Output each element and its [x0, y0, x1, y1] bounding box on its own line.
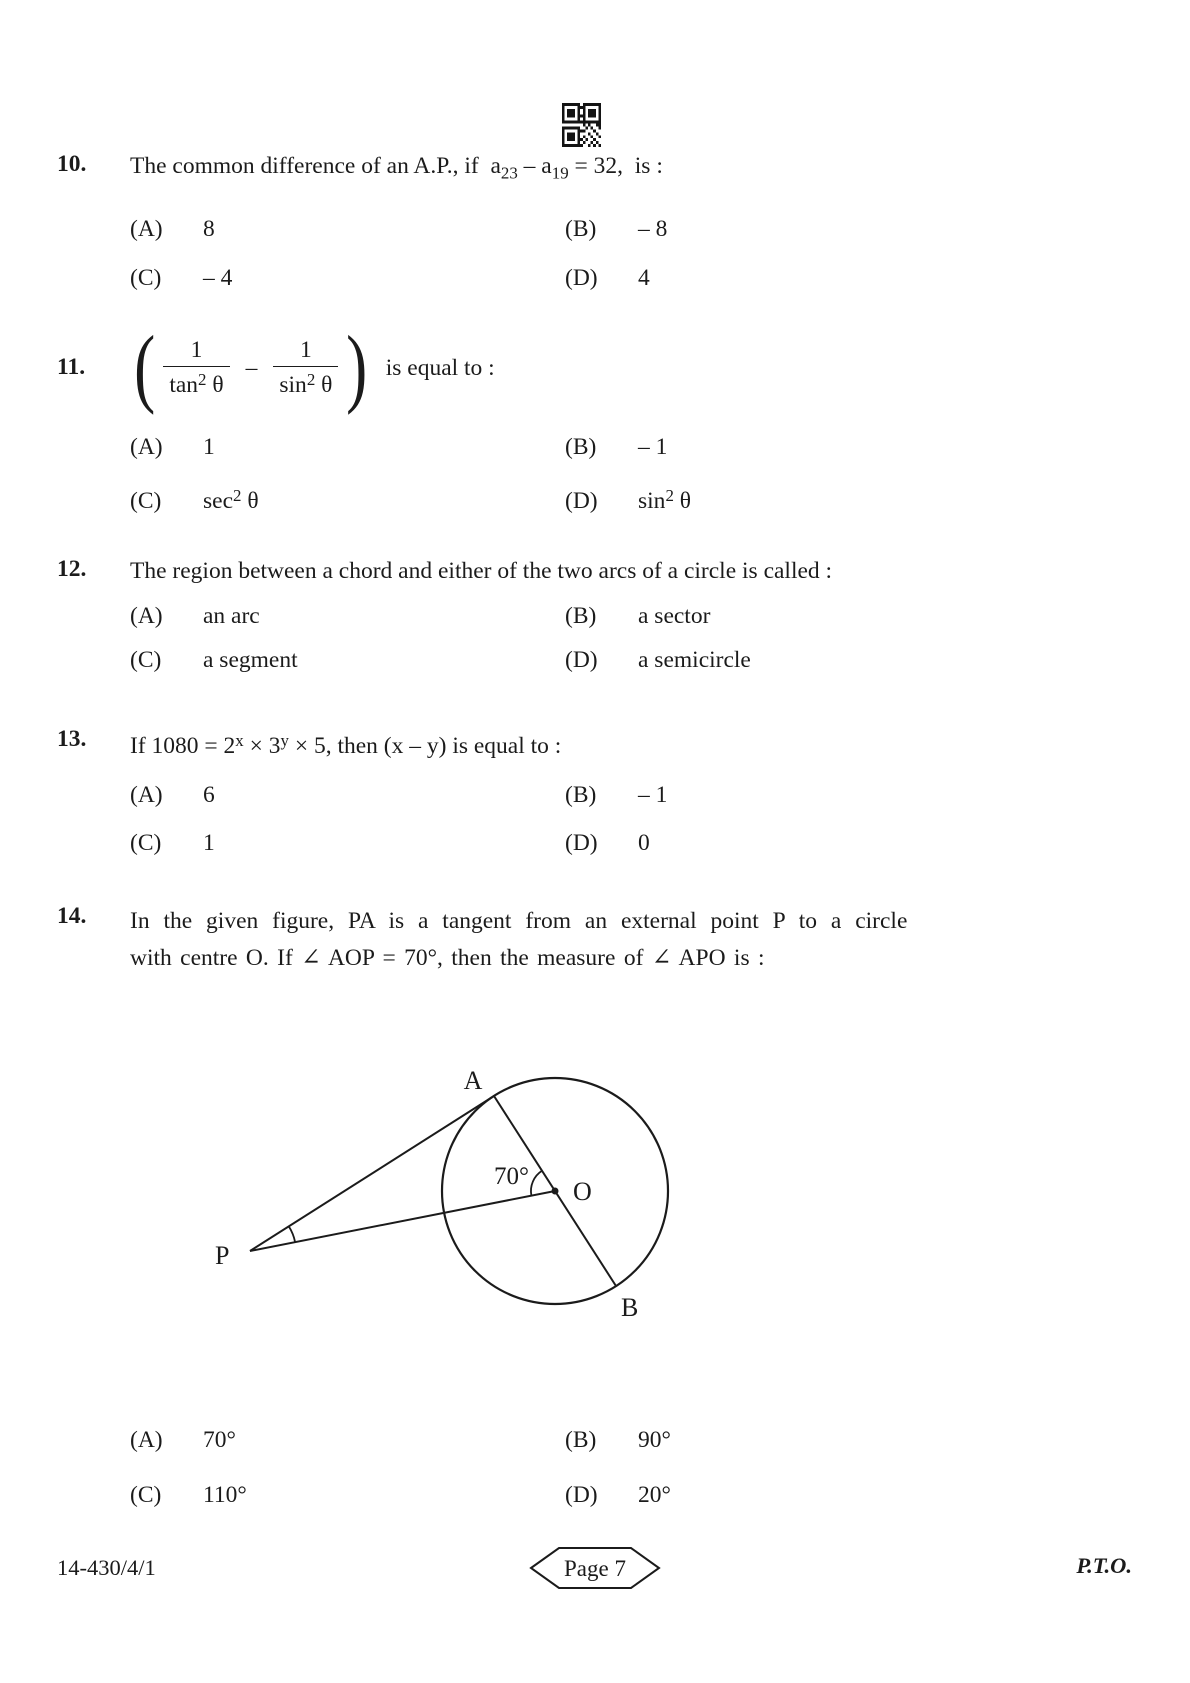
option-row — [130, 1425, 1132, 1455]
q10-subscript-19: 19 — [551, 163, 569, 183]
fraction-denominator — [163, 370, 229, 399]
minus-sign: – — [245, 354, 258, 381]
option-12-b — [565, 601, 710, 631]
q13-superscript-x: x — [235, 731, 244, 750]
val-exponent: 2 — [665, 486, 674, 505]
question-10-number: 10. — [57, 151, 87, 177]
option-13-a — [130, 780, 565, 810]
option-letter: (B) — [565, 603, 597, 629]
option-value: – 8 — [638, 216, 668, 243]
option-row — [130, 432, 1132, 462]
option-letter: (B) — [565, 434, 597, 460]
option-10-c — [130, 263, 565, 293]
option-12-a — [130, 601, 565, 631]
question-14-text-line1: In the given figure, PA is a tangent from an external point P to a circle — [130, 908, 908, 934]
question-10-text — [130, 151, 1132, 188]
question-14-text-line2: with centre O. If ∠ AOP = 70°, then the measure of ∠ APO is : — [130, 945, 765, 971]
option-13-d — [565, 828, 650, 858]
val-theta: θ — [673, 488, 692, 515]
option-letter: (C) — [130, 488, 162, 515]
question-13-text — [130, 726, 1132, 761]
q13-text-part: × 3 — [243, 733, 281, 760]
option-14-a — [130, 1425, 565, 1455]
right-parenthesis: ) — [346, 319, 368, 416]
fraction-bar — [273, 366, 338, 367]
option-value: 0 — [638, 830, 650, 857]
val-base: sec — [203, 488, 234, 515]
option-14-b — [565, 1425, 671, 1455]
den-exponent: 2 — [198, 369, 207, 389]
option-value: a sector — [638, 603, 711, 629]
option-letter: (A) — [130, 1427, 163, 1453]
q13-superscript-y: y — [280, 731, 289, 750]
question-11-options — [130, 432, 1132, 516]
q13-text-part: × 5, then (x – y) is equal to : — [288, 733, 562, 760]
option-letter: (B) — [565, 782, 597, 809]
option-12-d — [565, 645, 751, 675]
angle-70-label: 70° — [494, 1163, 529, 1190]
den-base: sin — [279, 372, 307, 399]
page-number-text: Page 7 — [563, 1556, 626, 1581]
option-letter: (C) — [130, 647, 162, 673]
question-14-options — [130, 1425, 1132, 1510]
den-theta: θ — [315, 372, 333, 399]
option-row — [130, 645, 1132, 675]
option-value: 1 — [203, 830, 215, 857]
option-value — [638, 481, 691, 516]
option-letter: (B) — [565, 216, 597, 243]
question-14-figure — [185, 994, 705, 1346]
fraction-numerator: 1 — [190, 336, 203, 363]
q13-text-part: If 1080 = 2 — [130, 733, 236, 760]
option-11-d — [565, 481, 691, 516]
option-11-a — [130, 432, 565, 462]
question-13 — [57, 726, 1132, 858]
fraction-numerator: 1 — [300, 336, 312, 363]
q10-text-part: = 32, is : — [568, 153, 663, 179]
left-parenthesis: ( — [134, 319, 156, 416]
qr-code — [562, 103, 601, 154]
option-value: a segment — [203, 647, 298, 673]
option-letter: (D) — [565, 647, 598, 673]
val-theta: θ — [241, 488, 259, 515]
label-a: A — [463, 1066, 483, 1095]
option-letter: (B) — [565, 1427, 597, 1453]
option-value: 6 — [203, 782, 215, 809]
paper-code: 14-430/4/1 — [57, 1555, 156, 1580]
fraction-denominator — [273, 370, 338, 399]
question-13-options — [130, 780, 1132, 858]
question-11-text: is equal to : — [385, 354, 495, 381]
fraction-1-over-tan2 — [163, 337, 229, 399]
fraction-bar — [163, 366, 229, 367]
option-row — [130, 263, 1132, 293]
den-base: tan — [169, 372, 199, 399]
q10-text-part: – a — [517, 153, 552, 179]
option-letter: (C) — [130, 830, 162, 857]
option-letter: (D) — [565, 265, 598, 292]
den-exponent: 2 — [306, 369, 316, 389]
page-footer — [57, 1545, 1132, 1595]
option-value: 1 — [203, 434, 215, 460]
option-value: an arc — [203, 603, 260, 629]
q10-subscript-23: 23 — [500, 163, 518, 183]
qr-code-graphic — [562, 103, 601, 147]
option-14-c — [130, 1480, 565, 1510]
option-row — [130, 481, 1132, 516]
question-10 — [57, 151, 1132, 293]
option-letter: (D) — [565, 830, 598, 857]
option-letter: (A) — [130, 603, 163, 629]
label-p: P — [215, 1241, 230, 1270]
option-value: a semicircle — [638, 647, 751, 673]
label-o: O — [573, 1177, 592, 1206]
den-theta: θ — [206, 372, 224, 399]
option-12-c — [130, 645, 565, 675]
option-row — [130, 601, 1132, 631]
hexagon-badge — [519, 1545, 671, 1591]
option-value: 20° — [638, 1482, 671, 1508]
val-exponent: 2 — [233, 486, 242, 505]
option-value: 70° — [203, 1427, 236, 1453]
option-letter: (A) — [130, 434, 163, 460]
question-14 — [57, 903, 1132, 1518]
question-13-number: 13. — [57, 726, 87, 752]
option-10-d — [565, 263, 650, 293]
pto-label: P.T.O. — [1076, 1553, 1132, 1578]
angle-arc-at-o — [531, 1171, 542, 1196]
option-value: 8 — [203, 216, 215, 243]
option-11-c — [130, 481, 565, 516]
question-12 — [57, 556, 1132, 675]
option-letter: (A) — [130, 782, 163, 809]
option-row — [130, 214, 1132, 244]
fraction-1-over-sin2 — [273, 337, 338, 399]
question-11-number: 11. — [57, 354, 86, 380]
option-13-c — [130, 828, 565, 858]
option-14-d — [565, 1480, 671, 1510]
angle-arc-at-p — [289, 1226, 295, 1242]
question-12-options — [130, 601, 1132, 675]
question-12-text: The region between a chord and either of the two arcs of a circle is called : — [130, 558, 833, 584]
option-10-a — [130, 214, 565, 244]
tangent-circle-figure — [185, 994, 705, 1339]
question-12-number: 12. — [57, 556, 87, 582]
question-11 — [57, 318, 1132, 516]
label-b: B — [621, 1293, 639, 1322]
option-letter: (C) — [130, 1482, 162, 1508]
option-row — [130, 1480, 1132, 1510]
option-13-b — [565, 780, 667, 810]
option-value — [203, 481, 259, 516]
option-row — [130, 828, 1132, 858]
page-number-badge — [519, 1545, 671, 1597]
option-value: – 1 — [638, 434, 668, 460]
centre-dot-o — [552, 1188, 559, 1195]
q10-text-part: The common difference of an A.P., if a — [130, 153, 501, 179]
option-10-b — [565, 214, 667, 244]
question-14-number: 14. — [57, 903, 87, 929]
question-11-expression — [130, 318, 1132, 418]
option-letter: (D) — [565, 1482, 598, 1508]
question-10-options — [130, 214, 1132, 293]
option-value: – 1 — [638, 782, 668, 809]
option-value: 4 — [638, 265, 650, 292]
option-value: – 4 — [203, 265, 233, 292]
option-11-b — [565, 432, 667, 462]
val-base: sin — [638, 488, 666, 515]
option-row — [130, 780, 1132, 810]
option-letter: (C) — [130, 265, 162, 292]
option-value: 90° — [638, 1427, 671, 1453]
option-letter: (D) — [565, 488, 598, 515]
option-letter: (A) — [130, 216, 163, 243]
option-value: 110° — [203, 1482, 247, 1508]
